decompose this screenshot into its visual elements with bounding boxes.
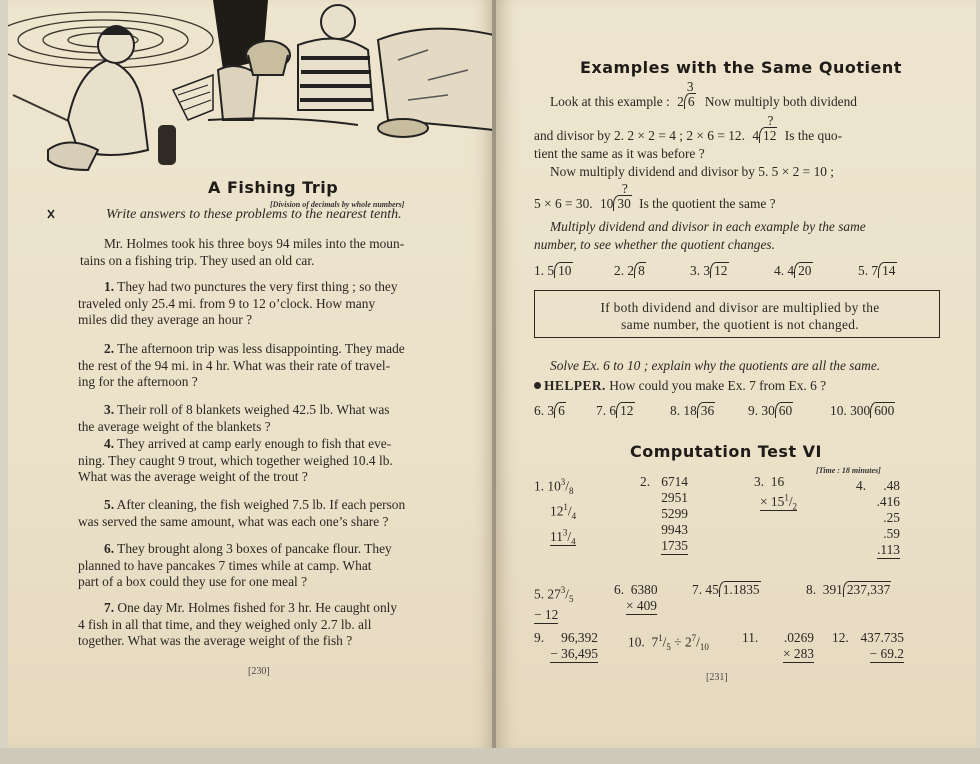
test-4: 4. .48 .416 .25 .59 .113 [856, 478, 900, 557]
page-number: [230] [248, 666, 270, 677]
rule-box [534, 290, 940, 338]
intro-line-3: tient the same as it was before ? [534, 146, 705, 161]
test-9: 9. 96,392 − 36,495 [534, 630, 598, 661]
instruction-line-2: number, to see whether the quotient changes. [534, 237, 775, 252]
problem-6: 6. They brought along 3 boxes of pancake flour. They planned to have pancakes 7 times while at camp. What part of a box could they use for one meal ? [78, 541, 392, 589]
problem-2: 2. The afternoon trip was less disappointing. They made the rest of the 94 mi. in 4 hr. What was their rate of travel- ing for the afternoon ? [78, 341, 405, 389]
example-3: 3. 3 12 [690, 263, 728, 278]
test-title: Computation Test VI [630, 442, 822, 461]
table-surface [0, 748, 980, 764]
test-1: 1. $10^3/_8$ $12^1/_4$ $11^3/_4$ [534, 477, 577, 547]
rule-line-2: same number, the quotient is not changed. [621, 317, 859, 332]
example-5: 5. 7 14 [858, 263, 896, 278]
example-7: 7. 6 12 [596, 403, 634, 418]
example-1: 1. 5 10 [534, 263, 572, 278]
helper-line: HELPER. How could you make Ex. 7 from Ex. 6 ? [534, 378, 826, 395]
example-9: 9. 30 60 [748, 403, 793, 418]
problem-1: 1. They had two punctures the very first thing ; so they traveled only 25.4 mi. from 9 to 12 o’clock. How many miles did they average an hour ? [78, 279, 398, 327]
example-6: 6. 3 6 [534, 403, 565, 418]
example-8: 8. 18 36 [670, 403, 715, 418]
subtitle: [Division of decimals by whole numbers] [270, 200, 405, 209]
time-label: [Time : 18 minutes] [816, 466, 881, 475]
problem-5: 5. After cleaning, the fish weighed 7.5 lb. If each person was served the same amount, what was each one’s share ? [78, 497, 406, 529]
test-3: 3. 16 × $15^1/_2$ [754, 474, 798, 513]
test-10: 10. $7^1/_5 \div 2^7/_{10}$ [628, 633, 709, 653]
right-page [496, 0, 976, 750]
page-number: [231] [706, 672, 728, 683]
test-7: 7. 45 1.1835 [692, 582, 760, 597]
page-title: A Fishing Trip [208, 178, 339, 197]
test-12: 12. 437.735 − 69.2 [832, 630, 904, 661]
test-5: 5. $27^3/_5$ − 12 [534, 585, 574, 623]
intro-line-2: and divisor by 2. 2 × 2 = 4 ; 2 × 6 = 12. ? 4 12 Is the quo- [534, 113, 843, 143]
intro-line-5: 5 × 6 = 30. ? 10 30 Is the quotient the same ? [534, 181, 776, 211]
test-2: 2. 6714 2951 5299 9943 1735 [640, 474, 688, 553]
test-8: 8. 391 237,337 [806, 582, 891, 597]
example-10: 10. 300 600 [830, 403, 895, 418]
example-2: 2. 2 8 [614, 263, 645, 278]
section-title: Examples with the Same Quotient [580, 58, 902, 77]
problem-7: 7. One day Mr. Holmes fished for 3 hr. He caught only 4 fish in all that time, and they weighed only 2.7 lb. all together. What was the average weight of the fish ? [78, 600, 398, 648]
bullet-icon [534, 382, 541, 389]
test-11: 11. .0269 × 283 [742, 630, 814, 661]
test-6: 6. 6380 × 409 [614, 582, 658, 613]
example-4: 4. 4 20 [774, 263, 812, 278]
instruction-line-1: Multiply dividend and divisor in each example by the same [550, 219, 866, 234]
problem-4: 4. They arrived at camp early enough to fish that eve- ning. They caught 9 trout, which together weighed 10.4 lb. What was the average weight of the trout ? [78, 436, 393, 484]
intro-line-4: Now multiply dividend and divisor by 5. 5 × 2 = 10 ; [550, 164, 835, 179]
rule-line-1: If both dividend and divisor are multiplied by the [600, 300, 880, 315]
instruction: Write answers to these problems to the nearest tenth. [106, 207, 402, 222]
intro-line-1: Look at this example : 3 2 6 Now multiply both dividend [550, 79, 858, 109]
intro-line-1: Mr. Holmes took his three boys 94 miles into the moun- [104, 236, 405, 251]
solve-instruction: Solve Ex. 6 to 10 ; explain why the quotients are all the same. [550, 358, 881, 373]
problem-3: 3. Their roll of 8 blankets weighed 42.5 lb. What was the average weight of the blankets ? [78, 402, 390, 434]
left-page [8, 0, 494, 750]
intro-line-2: tains on a fishing trip. They used an old car. [80, 253, 315, 268]
